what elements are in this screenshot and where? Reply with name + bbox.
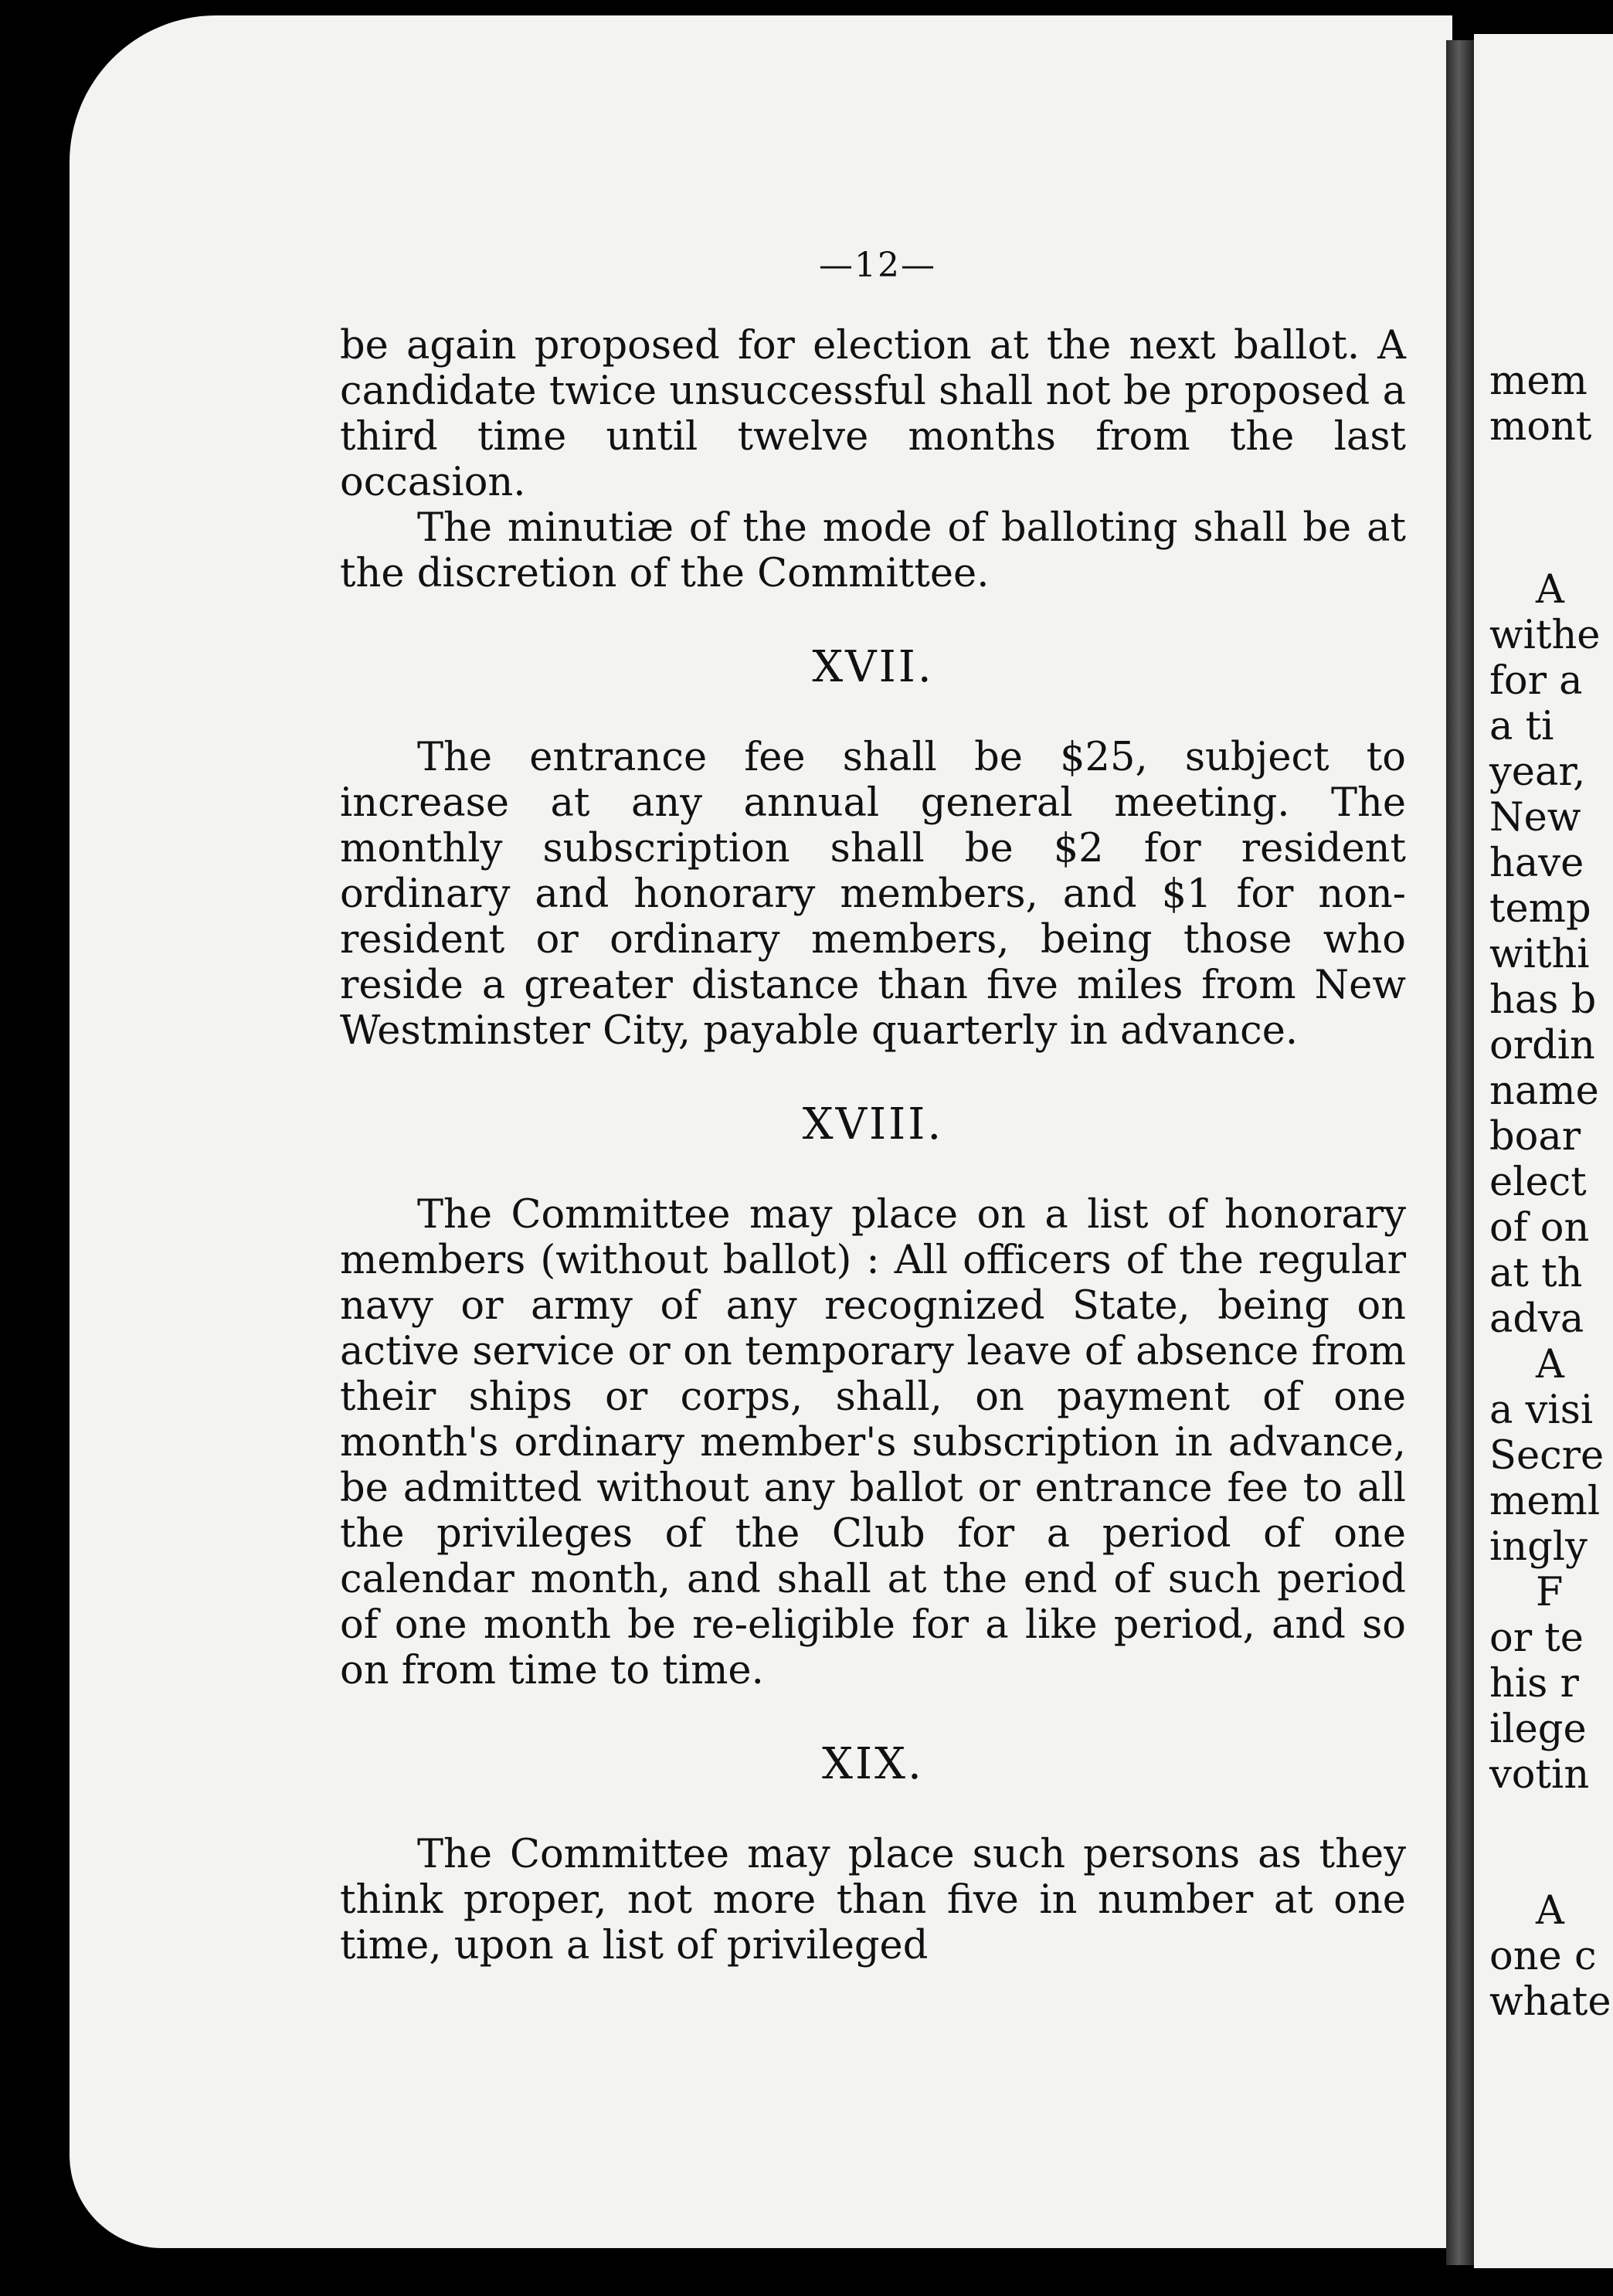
fragment-line: or te [1489,1615,1584,1661]
section-xviii-text: The Committee may place on a list of honorary members (without ballot) : All officers of the regular navy or army of any recognized State, being on active service or on temporary leave of absence from their ships or corps, shall, on payment of one month's ordinary member's subscription in advance, be admitted without any ballot or entrance fee to all the privileges of the Club for a period of one calendar month, and shall at the end of such period of one month be re-eligible for a like period, and so on from time to time. [340,1192,1406,1693]
fragment-line: temp [1489,886,1591,932]
fragment-line: mont [1489,404,1592,450]
fragment-line: F [1536,1570,1564,1615]
fragment-line: elect [1489,1160,1587,1205]
page-body [340,323,1406,1968]
fragment-line: have [1489,841,1584,886]
balloting-paragraph: The minutiæ of the mode of balloting shall be at the discretion of the Committee. [340,505,1406,596]
right-page-fragment-block-a [1489,358,1591,450]
fragment-line: A [1536,567,1564,613]
fragment-line: name [1489,1068,1599,1114]
fragment-line: withe [1489,613,1601,658]
fragment-line: has b [1489,977,1597,1023]
book-spine [1446,40,1474,2265]
fragment-line: boar [1489,1114,1581,1160]
section-heading-xix: XIX. [822,1739,924,1789]
right-page [1474,34,1613,2268]
opening-paragraph: be again proposed for election at the next ballot. A candidate twice unsuccessful shall not be proposed a third time until twelve months from the last occasion. [340,323,1406,505]
fragment-line: one c [1489,1934,1597,1979]
fragment-line: his r [1489,1661,1579,1707]
fragment-line: for a [1489,658,1583,704]
fragment-line: votin [1489,1752,1590,1798]
section-xvii-text: The entrance fee shall be $25, subject to increase at any annual general meeting. The monthly subscription shall be $2 for resident ordinary and honorary members, and $1 for non-resident or ordinary members, being those who reside a greater distance than five miles from New Westminster City, payable quarterly in advance. [340,735,1406,1054]
fragment-line: mem [1489,358,1588,404]
fragment-line: ordin [1489,1023,1595,1068]
fragment-line: adva [1489,1296,1584,1342]
fragment-line: withi [1489,932,1590,977]
fragment-line: of on [1489,1205,1590,1251]
fragment-line: at th [1489,1251,1583,1296]
fragment-line: Secre [1489,1433,1605,1479]
fragment-line: A [1536,1342,1564,1387]
fragment-line: whate [1489,1979,1611,2025]
fragment-line: year, [1489,749,1586,795]
right-page-fragment-block-c [1489,1888,1611,2025]
fragment-line: a visi [1489,1387,1594,1433]
fragment-line: ilege [1489,1707,1587,1752]
section-heading-xvii: XVII. [812,642,934,692]
fragment-line: a ti [1489,704,1554,749]
page-number: —12— [819,246,936,285]
section-heading-xviii: XVIII. [802,1099,944,1150]
fragment-line: A [1536,1888,1564,1934]
right-page-fragment-block-b [1489,567,1604,1798]
fragment-line: meml [1489,1479,1601,1524]
fragment-line: ingly [1489,1524,1588,1570]
section-xix-text: The Committee may place such persons as they think proper, not more than five in number at one time, upon a list of privileged [340,1832,1406,1968]
fragment-line: New [1489,795,1581,841]
